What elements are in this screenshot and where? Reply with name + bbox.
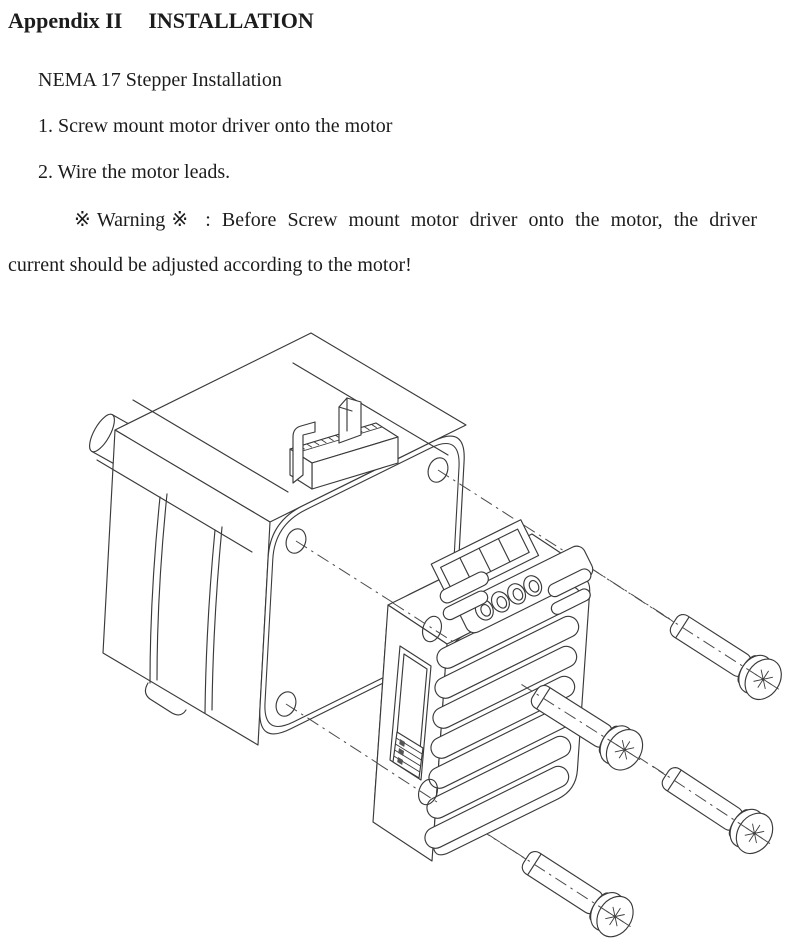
- exploded-view-drawing: [0, 315, 800, 945]
- mounting-screw-3: [641, 748, 783, 862]
- installation-diagram: [0, 315, 800, 945]
- page-title: [8, 8, 314, 34]
- mounting-screw-1: [649, 595, 792, 708]
- connector-latch-post: [339, 398, 361, 443]
- warning-line-1: ※Warning※ : Before Screw mount motor driver onto the motor, the driver: [74, 209, 757, 231]
- section-subheading: NEMA 17 Stepper Installation: [38, 69, 282, 91]
- mounting-screw-4: [501, 832, 644, 945]
- step-1: 1. Screw mount motor driver onto the motor: [38, 115, 393, 137]
- warning-line-2: current should be adjusted according to the motor!: [8, 254, 412, 276]
- installation-label: INSTALLATION: [148, 8, 314, 33]
- step-2: 2. Wire the motor leads.: [38, 161, 231, 183]
- appendix-label: Appendix II: [8, 8, 123, 33]
